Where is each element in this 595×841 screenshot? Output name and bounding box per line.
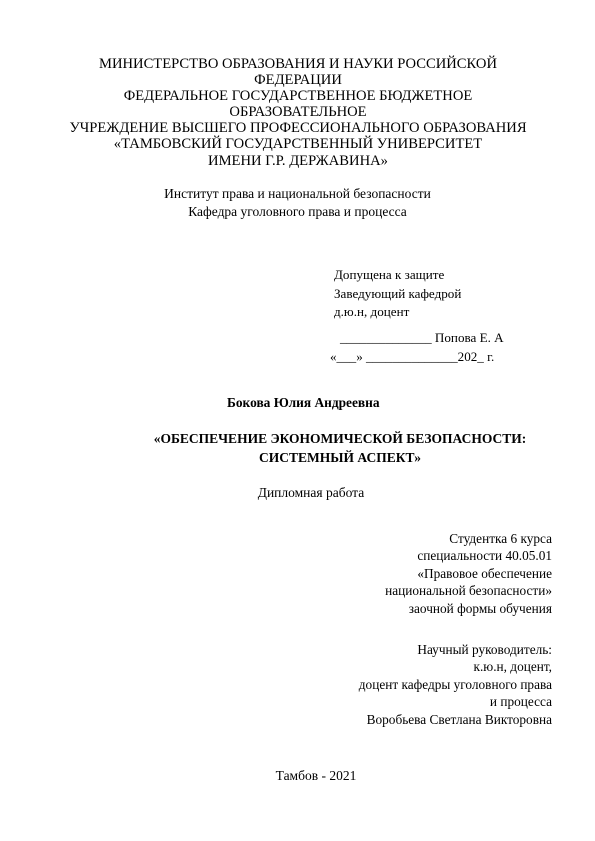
institute-name: Институт права и национальной безопасности xyxy=(164,186,431,201)
student-line: специальности 40.05.01 xyxy=(417,548,552,564)
institute-block xyxy=(0,185,595,222)
approval-block xyxy=(334,266,461,322)
ministry-line: УЧРЕЖДЕНИЕ ВЫСШЕГО ПРОФЕССИОНАЛЬНОГО ОБРАЗОВАНИЯ xyxy=(69,120,527,137)
supervisor-line: и процесса xyxy=(489,694,552,710)
author-name: Бокова Юлия Андреевна xyxy=(227,395,380,410)
approval-head: Заведующий кафедрой xyxy=(334,285,462,301)
student-line: национальной безопасности» xyxy=(385,583,552,599)
supervisor-line: Научный руководитель: xyxy=(417,642,552,657)
approval-admitted: Допущена к защите xyxy=(334,267,445,282)
ministry-line: ФЕДЕРАЦИИ xyxy=(254,72,342,89)
date-line: «___» ______________202_ г. xyxy=(330,348,495,364)
ministry-line: «ТАМБОВСКИЙ ГОСУДАРСТВЕННЫЙ УНИВЕРСИТЕТ xyxy=(113,136,483,153)
approval-degree: д.ю.н, доцент xyxy=(334,304,410,319)
student-line: «Правовое обеспечение xyxy=(417,565,552,581)
department-name: Кафедра уголовного права и процесса xyxy=(188,204,407,220)
supervisor-line: к.ю.н, доцент, xyxy=(473,659,552,675)
supervisor-info xyxy=(359,641,552,728)
ministry-header xyxy=(0,56,595,169)
student-info xyxy=(385,530,552,617)
signature-line: ______________ Попова Е. А xyxy=(340,330,504,345)
supervisor-line: доцент кафедры уголовного права xyxy=(358,676,552,692)
ministry-line: МИНИСТЕРСТВО ОБРАЗОВАНИЯ И НАУКИ РОССИЙСКОЙ xyxy=(98,56,497,72)
work-type: Дипломная работа xyxy=(257,485,365,500)
thesis-title-line: СИСТЕМНЫЙ АСПЕКТ» xyxy=(259,450,421,465)
supervisor-line: Воробьева Светлана Викторовна xyxy=(366,711,552,727)
ministry-line: ОБРАЗОВАТЕЛЬНОЕ xyxy=(229,104,367,121)
student-line: Студентка 6 курса xyxy=(449,531,552,546)
ministry-line: ФЕДЕРАЛЬНОЕ ГОСУДАРСТВЕННОЕ БЮДЖЕТНОЕ xyxy=(123,88,473,105)
ministry-line: ИМЕНИ Г.Р. ДЕРЖАВИНА» xyxy=(208,152,388,169)
thesis-title-line: «ОБЕСПЕЧЕНИЕ ЭКОНОМИЧЕСКОЙ БЕЗОПАСНОСТИ: xyxy=(153,431,527,446)
signature-block xyxy=(330,329,504,366)
city-year: Тамбов - 2021 xyxy=(275,768,357,783)
student-line: заочной формы обучения xyxy=(408,600,552,616)
thesis-title xyxy=(0,429,595,467)
